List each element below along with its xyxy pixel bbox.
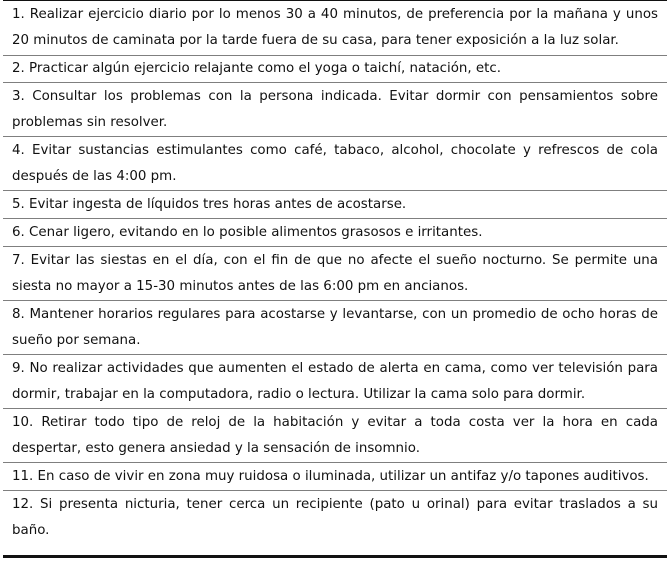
row-divider [3, 300, 667, 301]
row-divider [3, 408, 667, 409]
recommendation-item-5: 5. Evitar ingesta de líquidos tres horas antes de acostarse. [12, 197, 407, 212]
recommendation-item-12: 12. Si presenta nicturia, tener cerca un recipiente (pato u orinal) para evitar traslados a su baño. [12, 497, 658, 538]
recommendation-item-3: 3. Consultar los problemas con la persona indicada. Evitar dormir con pensamientos sobre problemas sin resolver. [12, 89, 658, 130]
recommendations-table [3, 0, 667, 558]
row-divider [3, 82, 667, 83]
recommendation-item-6: 6. Cenar ligero, evitando en lo posible alimentos grasosos e irritantes. [12, 225, 483, 240]
recommendation-item-1: 1. Realizar ejercicio diario por lo menos 30 a 40 minutos, de preferencia por la mañana y unos 20 minutos de caminata por la tarde fuera de su casa, para tener exposición a la luz solar. [12, 7, 658, 48]
row-divider [3, 490, 667, 491]
recommendation-item-4: 4. Evitar sustancias estimulantes como café, tabaco, alcohol, chocolate y refrescos de cola después de las 4:00 pm. [12, 143, 658, 184]
recommendation-item-9: 9. No realizar actividades que aumenten el estado de alerta en cama, como ver televisión para dormir, trabajar en la computadora, radio o lectura. Utilizar la cama solo para dormir. [12, 361, 658, 402]
row-divider [3, 462, 667, 463]
recommendation-item-8: 8. Mantener horarios regulares para acostarse y levantarse, con un promedio de ocho horas de sueño por semana. [12, 307, 658, 348]
recommendation-item-2: 2. Practicar algún ejercicio relajante como el yoga o taichí, natación, etc. [12, 61, 502, 76]
row-divider [3, 246, 667, 247]
recommendation-item-11: 11. En caso de vivir en zona muy ruidosa o iluminada, utilizar un antifaz y/o tapones auditivos. [12, 469, 649, 484]
recommendation-item-10: 10. Retirar todo tipo de reloj de la habitación y evitar a toda costa ver la hora en cada despertar, esto genera ansiedad y la sensación de insomnio. [12, 415, 658, 456]
row-divider [3, 190, 667, 191]
recommendation-item-7: 7. Evitar las siestas en el día, con el fin de que no afecte el sueño nocturno. Se permite una siesta no mayor a 15-30 minutos antes de las 6:00 pm en ancianos. [12, 253, 658, 294]
row-divider [3, 218, 667, 219]
row-divider [3, 136, 667, 137]
row-divider [3, 354, 667, 355]
